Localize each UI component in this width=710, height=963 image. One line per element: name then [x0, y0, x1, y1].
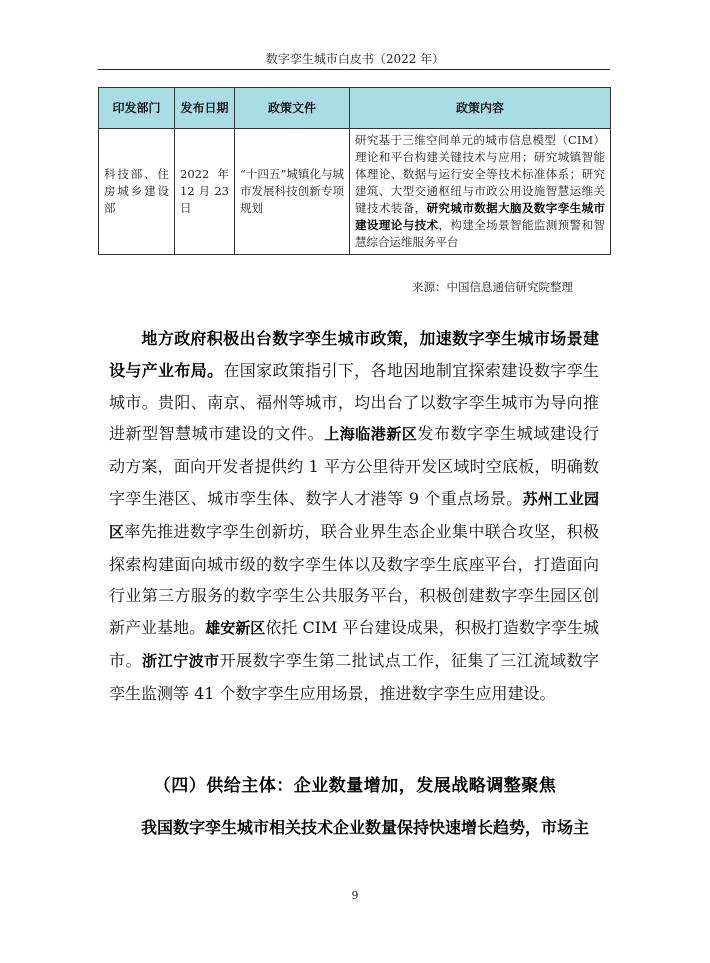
- cell-content: [350, 129, 611, 255]
- policy-table: [98, 87, 611, 255]
- cell-department: 科技部、住房城乡建设部: [99, 129, 175, 255]
- column-header-content: 政策内容: [350, 88, 611, 129]
- paragraph-supply: [109, 812, 599, 844]
- header-rule: [98, 69, 610, 70]
- content-tail: ，构建全场景智能监测预警和智慧综合运维服务平台: [355, 218, 606, 249]
- paragraph-local-policies: [109, 323, 599, 710]
- column-header-document: 政策文件: [235, 88, 350, 129]
- paragraph-lead: 地方政府积极出台数字孪生城市政策，加速数字孪生城市场景建设与产业布局。: [109, 329, 599, 380]
- paragraph-text: 依托 CIM 平台建设成果，积极打造数字孪生城市。: [109, 618, 599, 670]
- paragraph-lead: 我国数字孪生城市相关技术企业数量保持快速增长趋势，市场主: [141, 818, 590, 837]
- table-row: [99, 129, 611, 255]
- paragraph-text: 发布数字孪生城域建设行动方案，面向开发者提供约 1 平方公里待开发区域时空底板，明确数字孪生港区、城市孪生体、数字人才港等 9 个重点场景。: [109, 424, 599, 508]
- column-header-department: 印发部门: [99, 88, 175, 129]
- table-header-row: [99, 88, 611, 129]
- highlight-suzhou: 苏州工业园区: [109, 489, 599, 541]
- page-number: 9: [351, 889, 359, 902]
- paragraph-text: 在国家政策指引下，各地因地制宜探索建设数字孪生城市。贵阳、南京、福州等城市，均出台了以数字孪生城市为导向推进新型智慧城市建设的文件。: [109, 360, 599, 444]
- paragraph-text: 开展数字孪生第二批试点工作，征集了三江流域数字孪生监测等 41 个数字孪生应用场景，推进数字孪生应用建设。: [109, 650, 599, 703]
- highlight-xiongan: 雄安新区: [205, 619, 266, 638]
- content-plain: 研究基于三维空间单元的城市信息模型（CIM）理论和平台构建关键技术与应用；研究城镇智能体理论、数据与运行安全等技术标准体系；研究建筑、大型交通枢纽与市政公用设施智慧运维关键技术装备，: [355, 133, 605, 215]
- highlight-lingang: 上海临港新区: [324, 425, 418, 444]
- table-source: 来源：中国信息通信研究院整理: [412, 280, 573, 294]
- column-header-date: 发布日期: [175, 88, 235, 129]
- running-header: 数字孪生城市白皮书（2022 年）: [265, 52, 445, 66]
- cell-date: 2022 年 12 月 23 日: [175, 129, 235, 255]
- content-bold: 研究城市数据大脑及数字孪生城市建设理论与技术: [355, 201, 606, 232]
- paragraph-text: 率先推进数字孪生创新坊，联合业界生态企业集中联合攻坚，积极探索构建面向城市级的数字孪生体以及数字孪生底座平台，打造面向行业第三方服务的数字孪生公共服务平台，积极创建数字孪生园区创新产业基地。: [109, 521, 599, 638]
- cell-document: “十四五”城镇化与城市发展科技创新专项规划: [235, 129, 350, 255]
- highlight-ningbo: 浙江宁波市: [142, 651, 220, 670]
- section-heading: （四）供给主体：企业数量增加，发展战略调整聚焦: [153, 776, 557, 796]
